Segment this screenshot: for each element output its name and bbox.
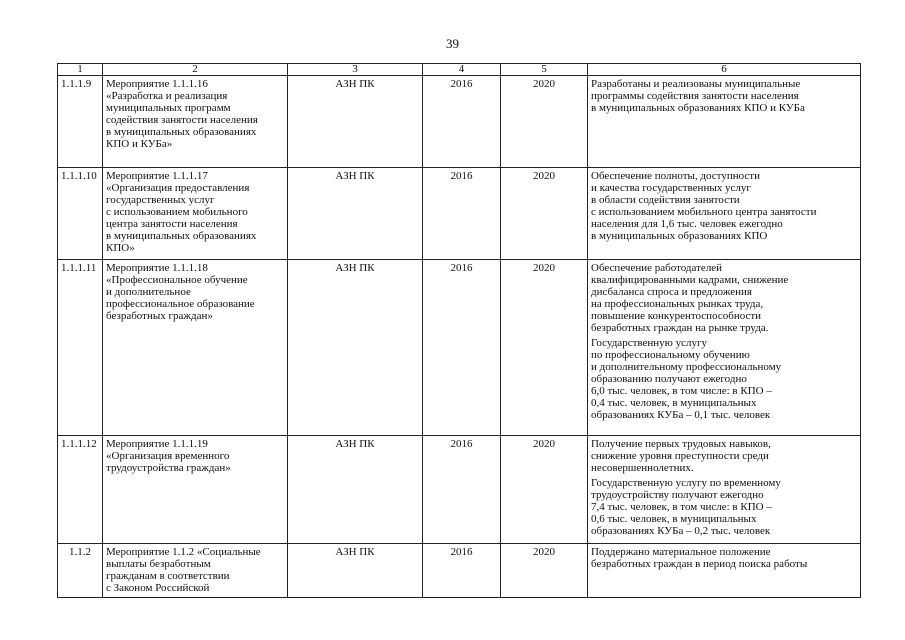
row-number: 1.1.1.12 [58, 436, 103, 544]
event-cell: Мероприятие 1.1.1.18 «Профессиональное обучение и дополнительное профессиональное образование безработных граждан» [103, 260, 288, 436]
event-cell: Мероприятие 1.1.1.17 «Организация предоставления государственных услуг с использованием мобильного центра занятости населения в муниципальных образованиях КПО» [103, 168, 288, 260]
result-paragraph: Государственную услугу по временному трудоустройству получают ежегодно 7,4 тыс. человек, в том числе: в КПО – 0,6 тыс. человек, в муниципальных образованиях КУБа – 0,2 тыс. человек [591, 477, 781, 537]
end-year-cell: 2020 [501, 260, 588, 436]
column-header: 5 [501, 64, 588, 76]
table-row [58, 168, 861, 260]
result-cell [588, 436, 861, 544]
event-cell: Мероприятие 1.1.1.16 «Разработка и реализация муниципальных программ содействия занятости населения в муниципальных образованиях КПО и КУБа» [103, 76, 288, 168]
end-year-cell: 2020 [501, 168, 588, 260]
end-year-cell: 2020 [501, 544, 588, 598]
result-cell: Обеспечение полноты, доступности и качества государственных услуг в области содействия занятости с использованием мобильного центра занятости населения для 1,6 тыс. человек ежегодно в муниципальных образованиях КПО [588, 168, 861, 260]
end-year-cell: 2020 [501, 76, 588, 168]
program-table [57, 63, 861, 598]
table-row [58, 544, 861, 598]
result-paragraph: Государственную услугу по профессиональному обучению и дополнительному профессиональному образованию получают ежегодно 6,0 тыс. человек, в том числе: в КПО – 0,4 тыс. человек, в муниципальных образованиях КУБа – 0,1 тыс. человек [591, 337, 782, 421]
start-year-cell: 2016 [423, 544, 501, 598]
result-paragraph: Обеспечение работодателей квалифицированными кадрами, снижение дисбаланса спроса и предложения на профессиональных рынках труда, повышение конкурентоспособности безработных граждан на рынке труда. [591, 262, 789, 334]
page-number: 39 [446, 36, 459, 51]
column-header: 2 [103, 64, 288, 76]
start-year-cell: 2016 [423, 168, 501, 260]
table-row [58, 436, 861, 544]
executor-cell: АЗН ПК [288, 168, 423, 260]
result-paragraph: Получение первых трудовых навыков, снижение уровня преступности среди несовершеннолетних. [591, 438, 771, 474]
executor-cell: АЗН ПК [288, 436, 423, 544]
table-row [58, 76, 861, 168]
row-number: 1.1.1.9 [58, 76, 103, 168]
result-cell: Поддержано материальное положение безработных граждан в период поиска работы [588, 544, 861, 598]
column-number-row [58, 64, 861, 76]
executor-cell: АЗН ПК [288, 76, 423, 168]
row-number: 1.1.1.10 [58, 168, 103, 260]
start-year-cell: 2016 [423, 76, 501, 168]
result-cell: Разработаны и реализованы муниципальные программы содействия занятости населения в муниципальных образованиях КПО и КУБа [588, 76, 861, 168]
executor-cell: АЗН ПК [288, 544, 423, 598]
result-cell [588, 260, 861, 436]
table-row [58, 260, 861, 436]
event-cell: Мероприятие 1.1.2 «Социальные выплаты безработным гражданам в соответствии с Законом Российской [103, 544, 288, 598]
column-header: 4 [423, 64, 501, 76]
start-year-cell: 2016 [423, 260, 501, 436]
column-header: 1 [58, 64, 103, 76]
row-number: 1.1.2 [58, 544, 103, 598]
start-year-cell: 2016 [423, 436, 501, 544]
row-number: 1.1.1.11 [58, 260, 103, 436]
event-cell: Мероприятие 1.1.1.19 «Организация временного трудоустройства граждан» [103, 436, 288, 544]
column-header: 3 [288, 64, 423, 76]
end-year-cell: 2020 [501, 436, 588, 544]
executor-cell: АЗН ПК [288, 260, 423, 436]
column-header: 6 [588, 64, 861, 76]
